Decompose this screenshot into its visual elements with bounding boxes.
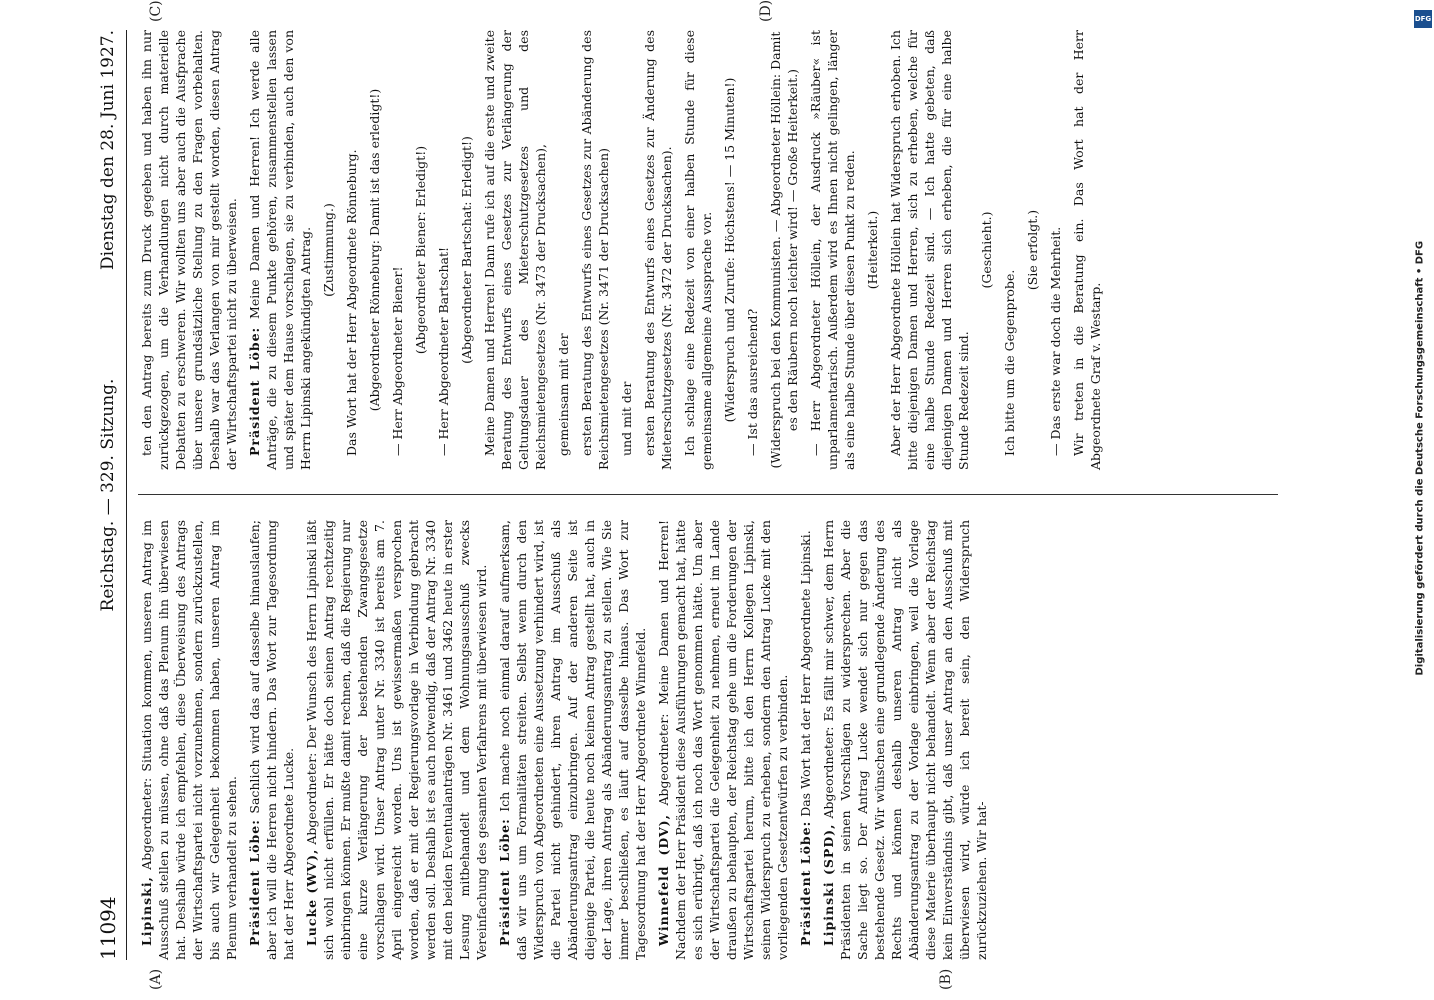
speech-text: Meine Damen und Herren! Ich werde alle Anträge, die zu diesem Punkte gehören, zusammenstellen lassen und später dem Hause vorschlagen, sie zu verbinden, auch den von Herrn Lipinski angekündigten Antrag. <box>247 30 313 470</box>
speaker-role: Abgeordneter: <box>304 752 319 845</box>
left-paragraph <box>655 520 791 960</box>
interjection: (Heiterkeit.) <box>865 210 880 290</box>
right-paragraph: ten den Antrag bereits zum Druck gegeben und haben ihn nur zurückgezogen, um die Verhandlungen nicht durch materielle Debatten zu erschweren. Wir wollten uns aber auch die Ausfprache über unsere grundsätzliche Stellung zu den Fragen vorbehalten. Deshalb war das Verlangen von mir gestellt worden, diesen Antrag der Wirtschaftspartei nicht zu überweisen. <box>139 30 239 470</box>
right-paragraph: gemeinsam mit der <box>556 333 571 456</box>
sidebar <box>1410 0 1434 1000</box>
left-column <box>138 520 1278 960</box>
interjection: (Abgeordneter Rönneburg: Damit ist das erledigt!) <box>367 88 382 412</box>
speaker-role: Abgeordneter: <box>656 713 671 806</box>
speech-text: Das Wort hat der Herr Abgeordnete Lipinski. <box>798 530 813 817</box>
columns <box>138 0 1278 990</box>
margin-mark-c: (C) <box>148 0 164 22</box>
speech-text: Es fällt mir schwer, dem Herrn Präsidenten in seinen Vorschlägen zu widersprechen. Aber die Sache liegt so. Der Antrag Lucke wendet sich nur gegen das bestehende Gesetz. Wir wünschen eine grundlegende Änderung des Rechts und können deshalb unseren Antrag nicht als Abänderungsantrag zu der Vorlage einbringen, weil die Vorlage diese Materie überhaupt nicht behandelt. Wenn aber der Reichstag kein Einverständnis gibt, daß unser Antrag an den Ausschuß mit überwiesen wird, würde ich bereit sein, den Widerspruch zurückzuziehen. Wir hat- <box>821 520 989 960</box>
speaker-name: Präsident Löbe: <box>247 819 262 946</box>
running-header <box>90 30 127 960</box>
speaker-name: Lipinski, <box>139 876 154 946</box>
left-paragraph <box>303 520 490 960</box>
interjection: (Widerspruch und Zurufe: Höchstens! — 15 Minuten!) <box>722 77 737 423</box>
interjection: (Abgeordneter Bartschat: Erledigt!) <box>459 136 474 364</box>
speech-text: Ich mache noch einmal darauf aufmerksam, daß wir uns um Formalitäten streiten. Selbst wenn durch den Widerspruch von Abgeordneten eine Aussetzung verhindert wird, ist die Partei nicht gehindert, ihren Antrag im Ausschuß als Abänderungsantrag einzubringen. Auf der anderen Seite ist diejenige Partei, die heute noch keinen Antrag gestellt hat, auch in der Lage, ihren Antrag als Abänderungsantrag zu stellen. Wie Sie immer beschließen, es läuft auf dasselbe hinaus. Das Wort zur Tagesordnung hat der Herr Abgeordnete Winnefeld. <box>497 520 648 960</box>
right-paragraph: ersten Beratung des Entwurfs eines Gesetzes zur Abänderung des Reichsmietengesetzes (Nr. 3471 der Drucksachen) <box>579 30 611 470</box>
left-paragraph <box>246 520 297 960</box>
right-paragraph: — Herr Abgeordneter Biener! <box>390 266 405 456</box>
right-paragraph: Aber der Herr Abgeordnete Höllein hat Widerspruch erhoben. Ich bitte diejenigen Damen und Herren, sich zu erheben, welche für eine halbe Stunde Redezeit sind. — Ich hatte gebeten, daß diejenigen Damen und Herren sich erheben, die für eine halbe Stunde Redezeit sind. <box>888 30 971 470</box>
column-divider <box>138 494 1278 495</box>
speech-text: Der Wunsch des Herrn Lipinski läßt sich wohl nicht erfüllen. Er hätte doch seinen Antrag rechtzeitig einbringen können. Er mußte damit rechnen, daß die Regierung nur eine kurze Verlängerung der bestehenden Zwangsgesetze vorschlagen wird. Unser Antrag unter Nr. 3340 ist bereits am 7. April eingereicht worden. Uns ist gewissermaßen versprochen worden, daß er mit der Regierungsvorlage in Verbindung gebracht werden soll. Deshalb ist es auch notwendig, daß der Antrag Nr. 3340 mit den beiden Eventualanträgen Nr. 3461 und 3462 heute in erster Lesung mitbehandelt und dem Wohnungsausschuß zwecks Vereinfachung des gesamten Verfahrens mit überwiesen wird. <box>304 520 489 960</box>
header-session: Reichstag. — 329. Sitzung. <box>98 378 118 612</box>
left-paragraph <box>496 520 649 960</box>
left-paragraph <box>797 520 814 960</box>
right-paragraph: Ich bitte um die Gegenprobe. <box>1002 269 1017 456</box>
speaker-name: Winnefeld (DV), <box>656 814 671 946</box>
speaker-name: Präsident Löbe: <box>798 820 813 946</box>
speaker-name: Lucke (WV), <box>304 848 319 946</box>
left-paragraph <box>138 520 240 960</box>
interjection: (Geschieht.) <box>979 211 994 289</box>
right-paragraph: — Ist das ausreichend? <box>745 308 760 456</box>
speaker-role: Abgeordneter: <box>821 726 836 819</box>
speech-text: Sachlich wird das auf dasselbe hinauslaufen; aber ich will die Herren nicht hindern. Das Wort zur Tagesordnung hat der Herr Abgeordnete Lucke. <box>247 520 296 960</box>
right-paragraph: — Das erste war doch die Mehrheit. <box>1048 226 1063 456</box>
right-paragraph: — Herr Abgeordneter Höllein, der Ausdruck »Räuber« ist unparlamentarisch. Außerdem wird es Ihnen nicht gelingen, länger als eine halbe Stunde über diesen Punkt zu reden. <box>808 30 857 470</box>
speaker-name: Präsident Löbe: <box>497 818 512 946</box>
page-number: 11094 <box>96 896 120 960</box>
margin-mark-b: (B) <box>938 968 954 990</box>
right-column <box>138 30 1278 470</box>
right-paragraph: Das Wort hat der Herr Abgeordnete Rönneburg. <box>344 149 359 456</box>
right-paragraph: Meine Damen und Herren! Dann rufe ich auf die erste und zweite Beratung des Entwurfs eines Gesetzes zur Verlängerung der Geltungsdauer des Mieterschutzgesetzes und des Reichsmietengesetzes (Nr. 3473 der Drucksachen), <box>482 30 548 470</box>
speaker-role: Abgeordneter: <box>139 777 154 870</box>
header-date: Dienstag den 28. Juni 1927. <box>98 30 118 271</box>
right-paragraph: Wir treten in die Beratung ein. Das Wort hat der Herr Abgeordnete Graf v. Westarp. <box>1071 30 1103 470</box>
interjection: (Widerspruch bei den Kommunisten. — Abgeordneter Höllein: Damit es den Räubern noch leichter wird! — Große Heiterkeit.) <box>768 31 800 469</box>
interjection: (Zustimmung.) <box>321 203 336 297</box>
margin-mark-d: (D) <box>758 0 774 22</box>
speech-text: Meine Damen und Herren! Nachdem der Herr Präsident diese Ausführungen gemacht hat, hätte es sich erübrigt, daß ich noch das Wort genommen hätte. Um aber der Wirtschaftspartei die Gelegenheit zu nehmen, erneut im Lande draußen zu behaupten, der Reichstag gehe um die Forderungen der Wirtschaftspartei herum, bitte ich den Herrn Kollegen Lipinski, seinen Widerspruch zu erheben, sondern den Antrag Lucke mit den vorliegenden Gesetzentwürfen zu verbinden. <box>656 519 790 960</box>
right-paragraph: Ich schlage eine Redezeit von einer halben Stunde für diese gemeinsame allgemeine Aussprache vor. <box>682 30 714 470</box>
dfg-logo: DFG <box>1414 10 1432 28</box>
interjection: (Sie erfolgt.) <box>1025 209 1040 291</box>
digitization-credit: Digitalisierung gefördert durch die Deutsche Forschungsgemeinschaft • DFG <box>1414 240 1426 676</box>
rotated-content <box>90 0 1290 990</box>
speech-text: Situation kommen, unseren Antrag im Ausschuß stellen zu müssen, ohne daß das Plenum ihn überwiesen hat. Deshalb würde ich empfehlen, diese Überweisung des Antrags der Wirtschaftspartei nicht vorzunehmen, sondern zurückzustellen, bis auch wir Gelegenheit bekommen haben, unseren Antrag im Plenum verhandelt zu sehen. <box>139 520 239 960</box>
speaker-name: Lipinski (SPD), <box>821 823 836 946</box>
margin-mark-a: (A) <box>148 968 164 990</box>
right-paragraph: und mit der <box>619 381 634 456</box>
interjection: (Abgeordneter Biener: Erledigt!) <box>413 145 428 355</box>
right-paragraph <box>246 30 314 470</box>
scanned-page <box>80 0 1300 990</box>
right-paragraph: ersten Beratung des Entwurfs eines Gesetzes zur Änderung des Mieterschutzgesetzes (Nr. 3472 der Drucksachen). <box>642 30 674 470</box>
speaker-name: Präsident Löbe: <box>247 326 262 456</box>
right-paragraph: — Herr Abgeordneter Bartschat! <box>436 246 451 456</box>
left-paragraph <box>820 520 990 960</box>
